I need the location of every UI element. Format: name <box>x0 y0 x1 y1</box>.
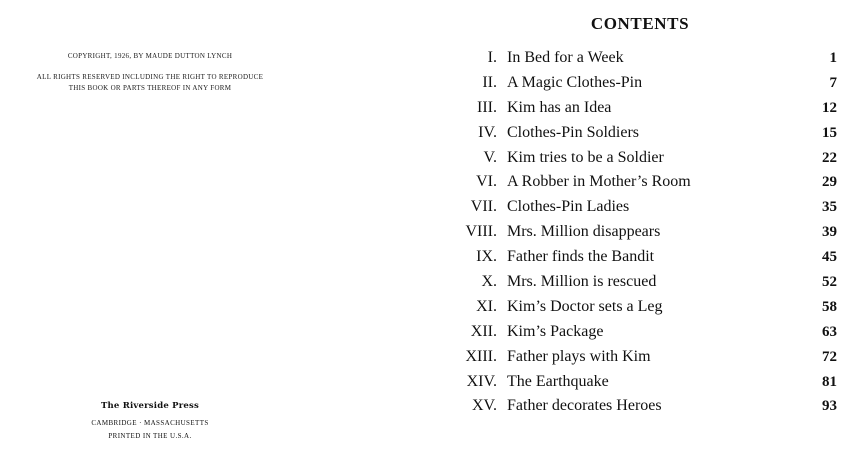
toc-entry <box>420 320 840 345</box>
press-city: CAMBRIDGE · MASSACHUSETTS <box>91 419 209 427</box>
page-number: 63 <box>822 323 837 340</box>
rights-line-2: THIS BOOK OR PARTS THEREOF IN ANY FORM <box>68 84 232 92</box>
chapter-title: Mrs. Million disappears <box>507 223 661 241</box>
chapter-title: Kim’s Package <box>507 322 604 340</box>
chapter-title: A Robber in Mother’s Room <box>507 173 691 191</box>
chapter-numeral: III. <box>477 98 497 116</box>
chapter-numeral: XIII. <box>465 347 497 365</box>
chapter-title: In Bed for a Week <box>507 49 624 66</box>
chapter-numeral: XII. <box>470 322 497 340</box>
page-number: 93 <box>822 398 837 415</box>
toc-entry <box>420 96 840 121</box>
page-number: 12 <box>822 99 837 116</box>
page-number: 81 <box>822 373 837 390</box>
chapter-title: Kim has an Idea <box>507 98 612 116</box>
chapter-title: The Earthquake <box>507 372 609 390</box>
toc-entry <box>420 245 840 270</box>
page-number: 72 <box>822 348 837 365</box>
chapter-numeral: V. <box>483 148 497 166</box>
chapter-numeral: VIII. <box>465 223 497 241</box>
chapter-numeral: I. <box>487 49 497 66</box>
chapter-numeral: X. <box>481 273 497 291</box>
page-number: 29 <box>822 174 837 191</box>
chapter-title: Kim’s Doctor sets a Leg <box>507 297 663 315</box>
chapter-title: Kim tries to be a Soldier <box>507 148 664 166</box>
chapter-title: Clothes-Pin Soldiers <box>507 123 640 141</box>
page-number: 15 <box>822 124 837 141</box>
toc-entry <box>420 394 840 419</box>
chapter-numeral: II. <box>482 73 497 91</box>
table-of-contents <box>420 46 840 419</box>
toc-entry <box>420 370 840 395</box>
chapter-title: A Magic Clothes-Pin <box>507 73 643 91</box>
page-number: 1 <box>829 50 837 66</box>
press-name: The Riverside Press <box>101 401 199 411</box>
chapter-title: Clothes-Pin Ladies <box>507 198 630 216</box>
chapter-numeral: VI. <box>476 173 497 191</box>
toc-entry <box>420 345 840 370</box>
chapter-numeral: XIV. <box>466 372 497 390</box>
contents-heading: CONTENTS <box>590 14 690 33</box>
toc-entry <box>420 170 840 195</box>
toc-entry <box>420 295 840 320</box>
chapter-numeral: IV. <box>478 123 497 141</box>
page-number: 58 <box>822 298 837 315</box>
page-number: 22 <box>822 149 837 166</box>
chapter-title: Father plays with Kim <box>507 347 651 365</box>
chapter-title: Father decorates Heroes <box>507 397 662 415</box>
toc-entry <box>420 146 840 171</box>
page-number: 52 <box>822 274 837 291</box>
toc-entry <box>420 220 840 245</box>
toc-entry <box>420 71 840 96</box>
chapter-numeral: IX. <box>476 248 497 266</box>
toc-entry <box>420 121 840 146</box>
rights-line-1: ALL RIGHTS RESERVED INCLUDING THE RIGHT TO REPRODUCE <box>36 73 264 81</box>
chapter-numeral: XV. <box>471 397 497 415</box>
page-number: 39 <box>822 224 837 241</box>
chapter-numeral: VII. <box>470 198 497 216</box>
page-number: 45 <box>822 249 837 266</box>
page-number: 7 <box>829 74 837 91</box>
chapter-title: Mrs. Million is rescued <box>507 273 657 291</box>
printed-in: PRINTED IN THE U.S.A. <box>108 432 192 440</box>
toc-entry <box>420 270 840 295</box>
copyright-line: COPYRIGHT, 1926, BY MAUDE DUTTON LYNCH <box>67 52 233 60</box>
copyright-page <box>0 0 300 456</box>
chapter-numeral: XI. <box>476 297 497 315</box>
chapter-title: Father finds the Bandit <box>507 248 655 266</box>
toc-entry <box>420 195 840 220</box>
toc-entry <box>420 46 840 71</box>
page-number: 35 <box>822 199 837 216</box>
